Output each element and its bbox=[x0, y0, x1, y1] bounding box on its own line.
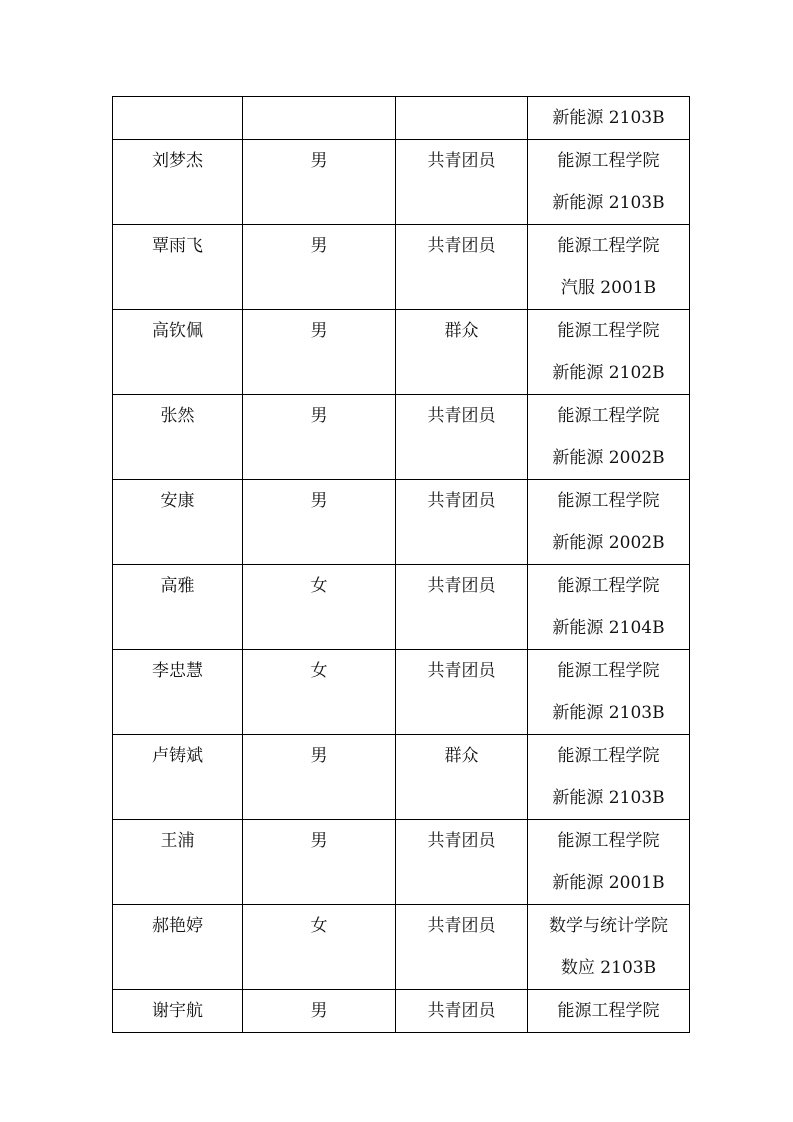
affiliation-cell bbox=[528, 140, 690, 225]
political-status-text: 共青团员 bbox=[427, 151, 496, 171]
college-text: 能源工程学院 bbox=[557, 406, 660, 426]
name-text: 刘梦杰 bbox=[152, 151, 203, 171]
gender-cell bbox=[243, 310, 396, 395]
class-text: 新能源 2102B bbox=[552, 363, 665, 383]
gender-cell bbox=[243, 480, 396, 565]
political-status-cell bbox=[396, 905, 528, 990]
affiliation-cell bbox=[528, 820, 690, 905]
gender-text: 男 bbox=[310, 321, 328, 341]
college-text: 能源工程学院 bbox=[557, 576, 660, 596]
political-status-text: 共青团员 bbox=[427, 406, 496, 426]
table-row bbox=[113, 905, 690, 990]
political-status-text bbox=[396, 97, 527, 139]
table-row bbox=[113, 820, 690, 905]
affiliation-cell bbox=[528, 735, 690, 820]
college-text: 数学与统计学院 bbox=[549, 916, 668, 936]
gender-text: 男 bbox=[310, 151, 328, 171]
gender-text: 女 bbox=[310, 661, 328, 681]
name-cell bbox=[113, 905, 243, 990]
gender-text: 女 bbox=[310, 916, 328, 936]
political-status-cell bbox=[396, 565, 528, 650]
affiliation-cell bbox=[528, 395, 690, 480]
affiliation-cell bbox=[528, 97, 690, 140]
class-text: 新能源 2103B bbox=[552, 108, 665, 128]
name-cell bbox=[113, 310, 243, 395]
college-text: 能源工程学院 bbox=[557, 236, 660, 256]
name-cell bbox=[113, 97, 243, 140]
class-text: 新能源 2002B bbox=[552, 533, 665, 553]
table-row-continued bbox=[113, 97, 690, 140]
gender-cell bbox=[243, 905, 396, 990]
affiliation-cell bbox=[528, 905, 690, 990]
political-status-text: 共青团员 bbox=[427, 236, 496, 256]
gender-cell bbox=[243, 97, 396, 140]
name-text: 李忠慧 bbox=[152, 661, 203, 681]
political-status-cell bbox=[396, 990, 528, 1033]
gender-text: 男 bbox=[310, 406, 328, 426]
class-text: 新能源 2103B bbox=[552, 193, 665, 213]
college-text: 能源工程学院 bbox=[557, 491, 660, 511]
college-text: 能源工程学院 bbox=[557, 746, 660, 766]
gender-text: 男 bbox=[310, 746, 328, 766]
name-text: 张然 bbox=[160, 406, 195, 426]
political-status-text: 共青团员 bbox=[427, 661, 496, 681]
affiliation-cell bbox=[528, 650, 690, 735]
class-text: 新能源 2104B bbox=[552, 618, 665, 638]
name-text: 安康 bbox=[160, 491, 195, 511]
document-page bbox=[112, 96, 690, 1020]
table-row bbox=[113, 225, 690, 310]
name-text: 高雅 bbox=[160, 576, 195, 596]
political-status-text: 群众 bbox=[444, 746, 479, 766]
name-text: 卢铸斌 bbox=[152, 746, 203, 766]
name-text: 郝艳婷 bbox=[152, 916, 203, 936]
gender-cell bbox=[243, 140, 396, 225]
gender-text: 男 bbox=[310, 831, 328, 851]
political-status-cell bbox=[396, 650, 528, 735]
political-status-text: 共青团员 bbox=[427, 831, 496, 851]
college-text: 能源工程学院 bbox=[557, 321, 660, 341]
political-status-text: 共青团员 bbox=[427, 576, 496, 596]
gender-cell bbox=[243, 395, 396, 480]
name-cell bbox=[113, 735, 243, 820]
name-cell bbox=[113, 650, 243, 735]
class-text: 汽服 2001B bbox=[560, 278, 657, 298]
affiliation-cell bbox=[528, 310, 690, 395]
class-text: 新能源 2001B bbox=[552, 873, 665, 893]
table-row bbox=[113, 310, 690, 395]
member-table-body bbox=[113, 97, 690, 1033]
name-text bbox=[113, 97, 242, 139]
name-text: 王浦 bbox=[160, 831, 195, 851]
name-cell bbox=[113, 480, 243, 565]
table-row-partial bbox=[113, 990, 690, 1033]
gender-cell bbox=[243, 820, 396, 905]
table-row bbox=[113, 650, 690, 735]
gender-cell bbox=[243, 735, 396, 820]
name-cell bbox=[113, 565, 243, 650]
table-row bbox=[113, 480, 690, 565]
table-row bbox=[113, 395, 690, 480]
political-status-cell bbox=[396, 97, 528, 140]
gender-cell bbox=[243, 225, 396, 310]
affiliation-cell bbox=[528, 565, 690, 650]
political-status-text: 共青团员 bbox=[427, 491, 496, 511]
affiliation-cell bbox=[528, 225, 690, 310]
class-text: 新能源 2103B bbox=[552, 703, 665, 723]
political-status-cell bbox=[396, 735, 528, 820]
gender-cell bbox=[243, 990, 396, 1033]
gender-text bbox=[243, 97, 395, 139]
member-table bbox=[112, 96, 690, 1033]
political-status-text: 共青团员 bbox=[427, 1001, 496, 1021]
political-status-cell bbox=[396, 395, 528, 480]
gender-text: 男 bbox=[310, 236, 328, 256]
table-row bbox=[113, 565, 690, 650]
name-text: 谢宇航 bbox=[152, 1001, 203, 1021]
college-text: 能源工程学院 bbox=[557, 831, 660, 851]
affiliation-cell bbox=[528, 990, 690, 1033]
gender-text: 男 bbox=[310, 1001, 328, 1021]
gender-cell bbox=[243, 650, 396, 735]
political-status-text: 共青团员 bbox=[427, 916, 496, 936]
political-status-cell bbox=[396, 140, 528, 225]
political-status-cell bbox=[396, 225, 528, 310]
table-row bbox=[113, 735, 690, 820]
name-text: 高钦佩 bbox=[152, 321, 203, 341]
college-text: 能源工程学院 bbox=[557, 661, 660, 681]
political-status-text: 群众 bbox=[444, 321, 479, 341]
political-status-cell bbox=[396, 480, 528, 565]
gender-cell bbox=[243, 565, 396, 650]
class-text: 数应 2103B bbox=[560, 958, 657, 978]
class-text: 新能源 2002B bbox=[552, 448, 665, 468]
college-text: 能源工程学院 bbox=[557, 1001, 660, 1021]
name-cell bbox=[113, 395, 243, 480]
college-text: 能源工程学院 bbox=[557, 151, 660, 171]
gender-text: 男 bbox=[310, 491, 328, 511]
name-cell bbox=[113, 140, 243, 225]
name-cell bbox=[113, 990, 243, 1033]
table-row bbox=[113, 140, 690, 225]
gender-text: 女 bbox=[310, 576, 328, 596]
political-status-cell bbox=[396, 820, 528, 905]
political-status-cell bbox=[396, 310, 528, 395]
affiliation-cell bbox=[528, 480, 690, 565]
name-cell bbox=[113, 820, 243, 905]
name-cell bbox=[113, 225, 243, 310]
class-text: 新能源 2103B bbox=[552, 788, 665, 808]
name-text: 覃雨飞 bbox=[152, 236, 203, 256]
